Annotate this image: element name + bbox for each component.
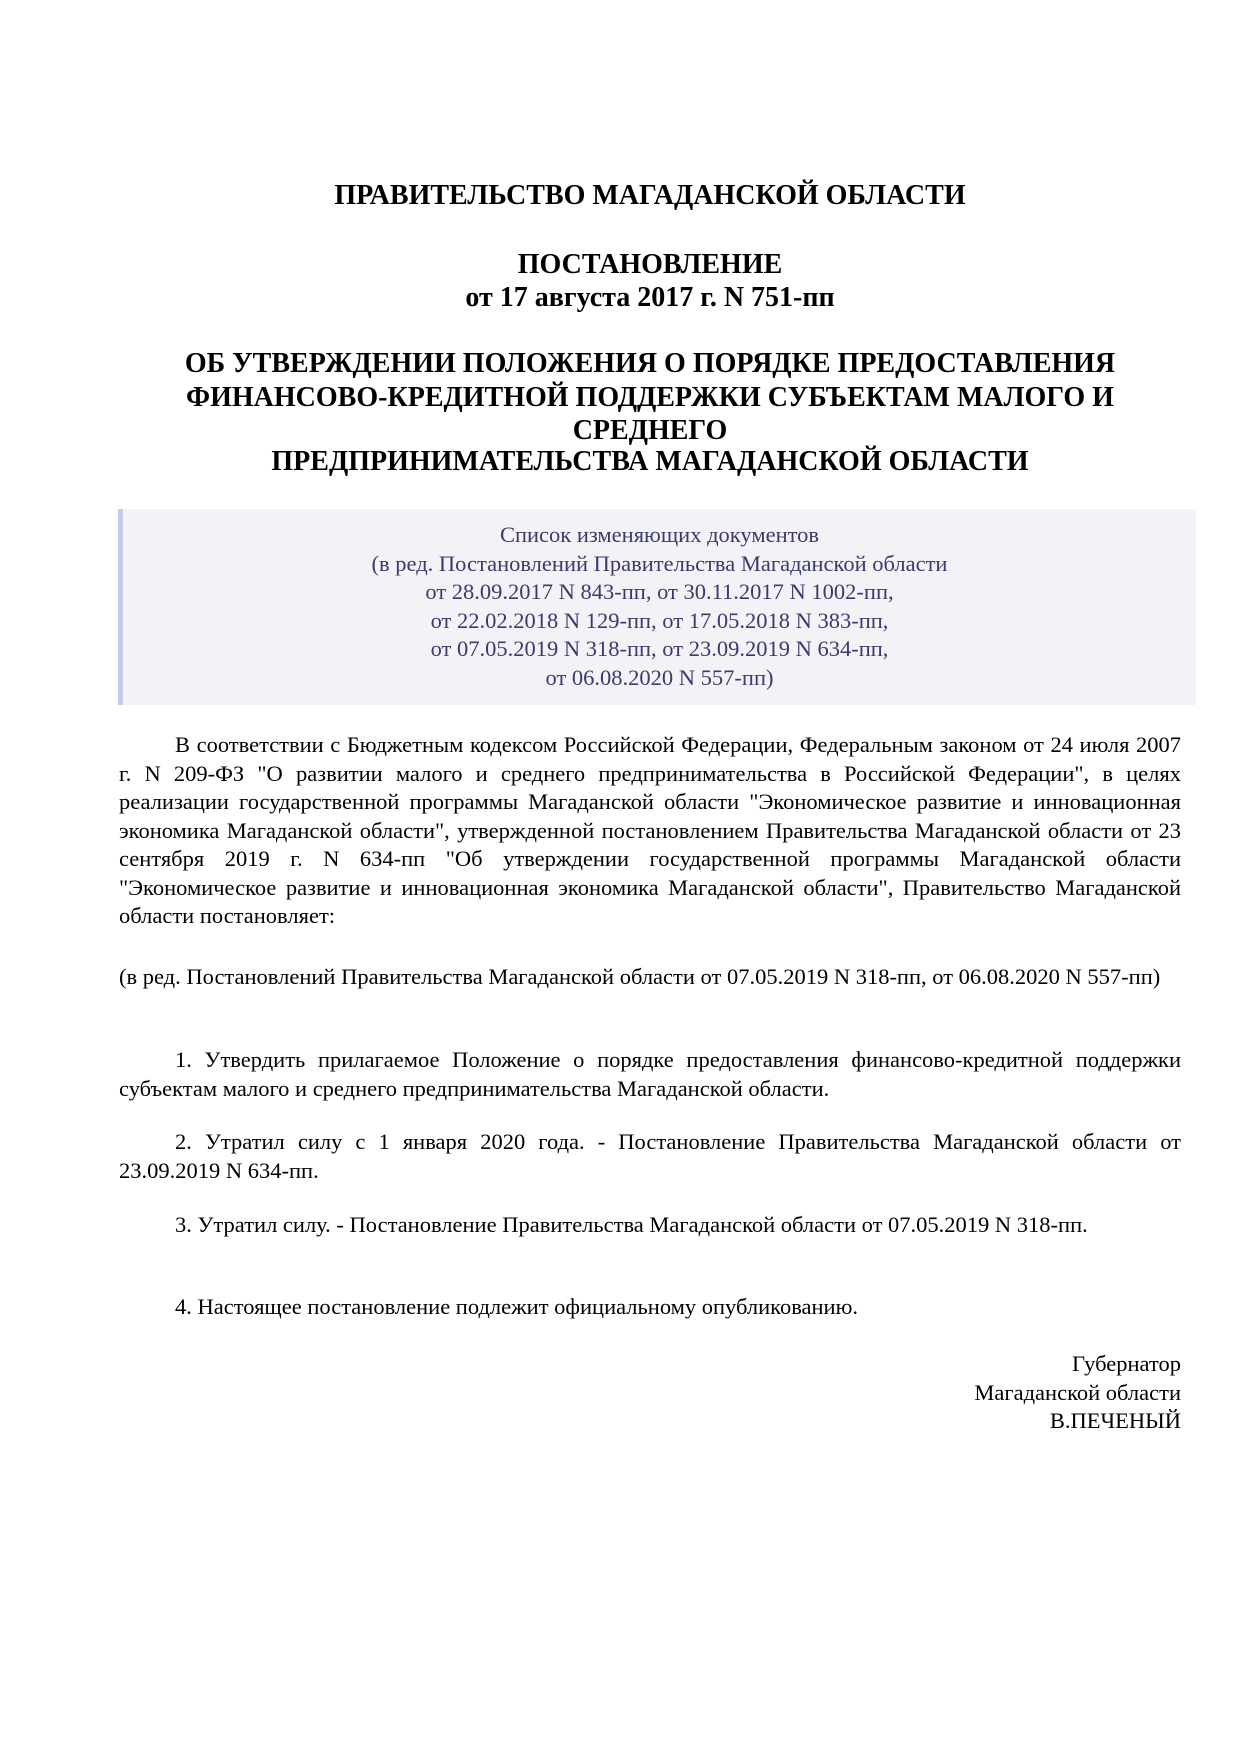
signatory-position: Губернатор — [1072, 1351, 1181, 1376]
amendments-line: от 06.08.2020 N 557-пп) — [545, 664, 774, 690]
document-title-line-4: ПРЕДПРИНИМАТЕЛЬСТВА МАГАДАНСКОЙ ОБЛАСТИ — [271, 446, 1029, 477]
amendments-line: от 07.05.2019 N 318-пп, от 23.09.2019 N 634-пп, — [430, 636, 889, 661]
amendments-box — [118, 509, 1196, 705]
document-date-number: от 17 августа 2017 г. N 751-пп — [465, 282, 835, 313]
amendments-heading: Список изменяющих документов — [499, 522, 820, 547]
item-4 — [119, 1293, 1181, 1322]
document-title-line-2: ФИНАНСОВО-КРЕДИТНОЙ ПОДДЕРЖКИ СУБЪЕКТАМ МАЛОГО И — [186, 382, 1114, 413]
preamble-paragraph — [119, 731, 1181, 931]
item-text: 4. Настоящее постановление подлежит официальному опубликованию. — [175, 1294, 859, 1319]
issuing-authority: ПРАВИТЕЛЬСТВО МАГАДАНСКОЙ ОБЛАСТИ — [334, 180, 966, 211]
preamble-amendment: (в ред. Постановлений Правительства Магаданской области от 07.05.2019 N 318-пп, от 06.08.2020 N 557-пп) — [119, 964, 1161, 989]
item-3 — [119, 1211, 1181, 1240]
document-title-line-1: ОБ УТВЕРЖДЕНИИ ПОЛОЖЕНИЯ О ПОРЯДКЕ ПРЕДОСТАВЛЕНИЯ — [184, 348, 1116, 379]
amendments-line: от 28.09.2017 N 843-пп, от 30.11.2017 N 1002-пп, — [425, 579, 894, 604]
document-type: ПОСТАНОВЛЕНИЕ — [517, 249, 783, 280]
item-text: 2. Утратил силу с 1 января 2020 года. - Постановление Правительства Магаданской области от 23.09.2019 N 634-пп. — [119, 1129, 1181, 1183]
item-2 — [119, 1128, 1181, 1185]
preamble-text: В соответствии с Бюджетным кодексом Российской Федерации, Федеральным законом от 24 июля 2007 г. N 209-ФЗ "О развитии малого и среднего предпринимательства в Российской Федерации", в целях реализации государственной программы Магаданской области "Экономическое развитие и инновационная экономика Магаданской области", утвержденной постановлением Правительства Магаданской области от 23 сентября 2019 г. N 634-пп "Об утверждении государственной программы Магаданской области "Экономическое развитие и инновационная экономика Магаданской области", Правительство Магаданской области постановляет: — [119, 732, 1181, 928]
item-text: 1. Утвердить прилагаемое Положение о порядке предоставления финансово-кредитной поддержки субъектам малого и среднего предпринимательства Магаданской области. — [119, 1047, 1181, 1101]
signatory-region: Магаданской области — [974, 1379, 1181, 1405]
document-title-line-3: СРЕДНЕГО — [572, 415, 728, 446]
signature-block — [974, 1350, 1181, 1436]
amendments-line: (в ред. Постановлений Правительства Магаданской области — [371, 550, 948, 576]
item-1 — [119, 1046, 1181, 1103]
item-text: 3. Утратил силу. - Постановление Правительства Магаданской области от 07.05.2019 N 318-пп. — [175, 1212, 1088, 1237]
amendments-line: от 22.02.2018 N 129-пп, от 17.05.2018 N 383-пп, — [430, 607, 889, 633]
signatory-name: В.ПЕЧЕНЫЙ — [1049, 1408, 1181, 1433]
